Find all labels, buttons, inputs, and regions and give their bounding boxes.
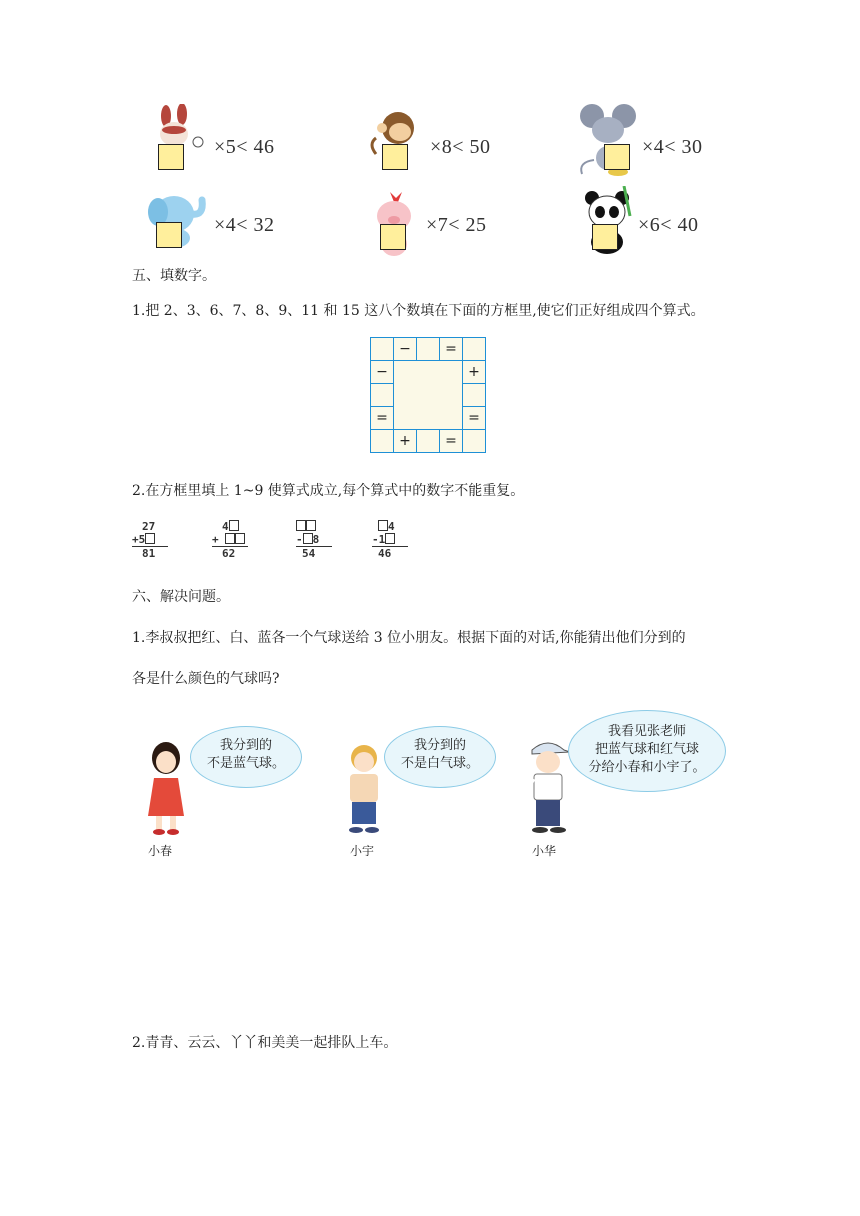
section-heading: 六、解决问题。 (132, 589, 230, 605)
answer-box[interactable] (158, 144, 184, 170)
grid-op: = (440, 430, 463, 453)
inequality-expr: ×4< 32 (214, 214, 275, 236)
sum-op-digit: 8 (312, 533, 320, 546)
speech-bubble (384, 726, 496, 788)
digit-box[interactable] (145, 533, 155, 544)
vertical-sum (132, 520, 168, 560)
inequality-expr: ×6< 40 (638, 214, 699, 236)
speech-bubble (568, 710, 726, 792)
grid-cell[interactable] (417, 338, 440, 361)
section-heading: 五、填数字。 (132, 268, 216, 284)
sum-op: + (212, 533, 219, 546)
grid-op: − (394, 338, 417, 361)
grid-cell[interactable] (463, 338, 486, 361)
girl-icon (144, 738, 192, 838)
sum-op: +5 (132, 533, 146, 546)
speech-line: 分给小春和小宇了。 (588, 760, 706, 775)
kid-name: 小春 (148, 844, 173, 858)
sum-result: 46 (378, 547, 392, 560)
vertical-sum (212, 520, 248, 560)
question-text: 1.把 2、3、6、7、8、9、11 和 15 这八个数填在下面的方框里,使它们正好组成四个算式。 (132, 303, 705, 319)
speech-line: 不是蓝气球。 (206, 756, 285, 771)
digit-box[interactable] (229, 520, 239, 531)
grid-op: − (371, 361, 394, 384)
grid-cell[interactable] (371, 338, 394, 361)
grid-op: = (440, 338, 463, 361)
sum-op: -1 (372, 533, 386, 546)
sum-top: 4 (222, 520, 229, 533)
inequality-expr: ×5< 46 (214, 136, 275, 158)
sum-result: 81 (142, 547, 156, 560)
question-text: 各是什么颜色的气球吗? (132, 671, 280, 687)
grid-op: = (463, 407, 486, 430)
question-text: 2.在方框里填上 1~9 使算式成立,每个算式中的数字不能重复。 (132, 483, 525, 499)
sum-top: 4 (388, 520, 395, 533)
boy-icon (340, 742, 390, 838)
digit-box[interactable] (225, 533, 235, 544)
answer-box[interactable] (604, 144, 630, 170)
vertical-sum (296, 520, 332, 560)
grid-cell[interactable] (371, 384, 394, 407)
inequality-expr: ×4< 30 (642, 136, 703, 158)
grid-op: + (394, 430, 417, 453)
grid-op: + (463, 361, 486, 384)
inequality-expr: ×8< 50 (430, 136, 491, 158)
digit-box[interactable] (296, 520, 306, 531)
grid-cell[interactable] (417, 430, 440, 453)
speech-line: 我分到的 (413, 738, 466, 753)
answer-box[interactable] (382, 144, 408, 170)
digit-box[interactable] (303, 533, 313, 544)
grid-cell[interactable] (371, 430, 394, 453)
kid-name: 小华 (532, 844, 557, 858)
answer-box[interactable] (156, 222, 182, 248)
digit-box[interactable] (378, 520, 388, 531)
grid-cell[interactable] (463, 384, 486, 407)
grid-center (394, 361, 463, 430)
question-text: 1.李叔叔把红、白、蓝各一个气球送给 3 位小朋友。根据下面的对话,你能猜出他们分到的 (132, 630, 686, 646)
digit-box[interactable] (385, 533, 395, 544)
speech-line: 不是白气球。 (400, 756, 479, 771)
sum-top: 27 (142, 520, 156, 533)
kid-name: 小宇 (350, 844, 375, 858)
speech-line: 我分到的 (219, 738, 272, 753)
grid-op: = (371, 407, 394, 430)
answer-box[interactable] (592, 224, 618, 250)
question-text: 2.青青、云云、丫丫和美美一起排队上车。 (132, 1035, 398, 1051)
sum-result: 62 (222, 547, 236, 560)
speech-line: 我看见张老师 (607, 724, 686, 739)
speech-line: 把蓝气球和红气球 (594, 742, 699, 757)
digit-box[interactable] (235, 533, 245, 544)
number-grid (370, 337, 486, 453)
digit-box[interactable] (306, 520, 316, 531)
inequality-expr: ×7< 25 (426, 214, 487, 236)
speech-bubble (190, 726, 302, 788)
sum-op: - (296, 533, 303, 546)
grid-cell[interactable] (463, 430, 486, 453)
vertical-sum (372, 520, 408, 560)
sum-result: 54 (302, 547, 316, 560)
answer-box[interactable] (380, 224, 406, 250)
